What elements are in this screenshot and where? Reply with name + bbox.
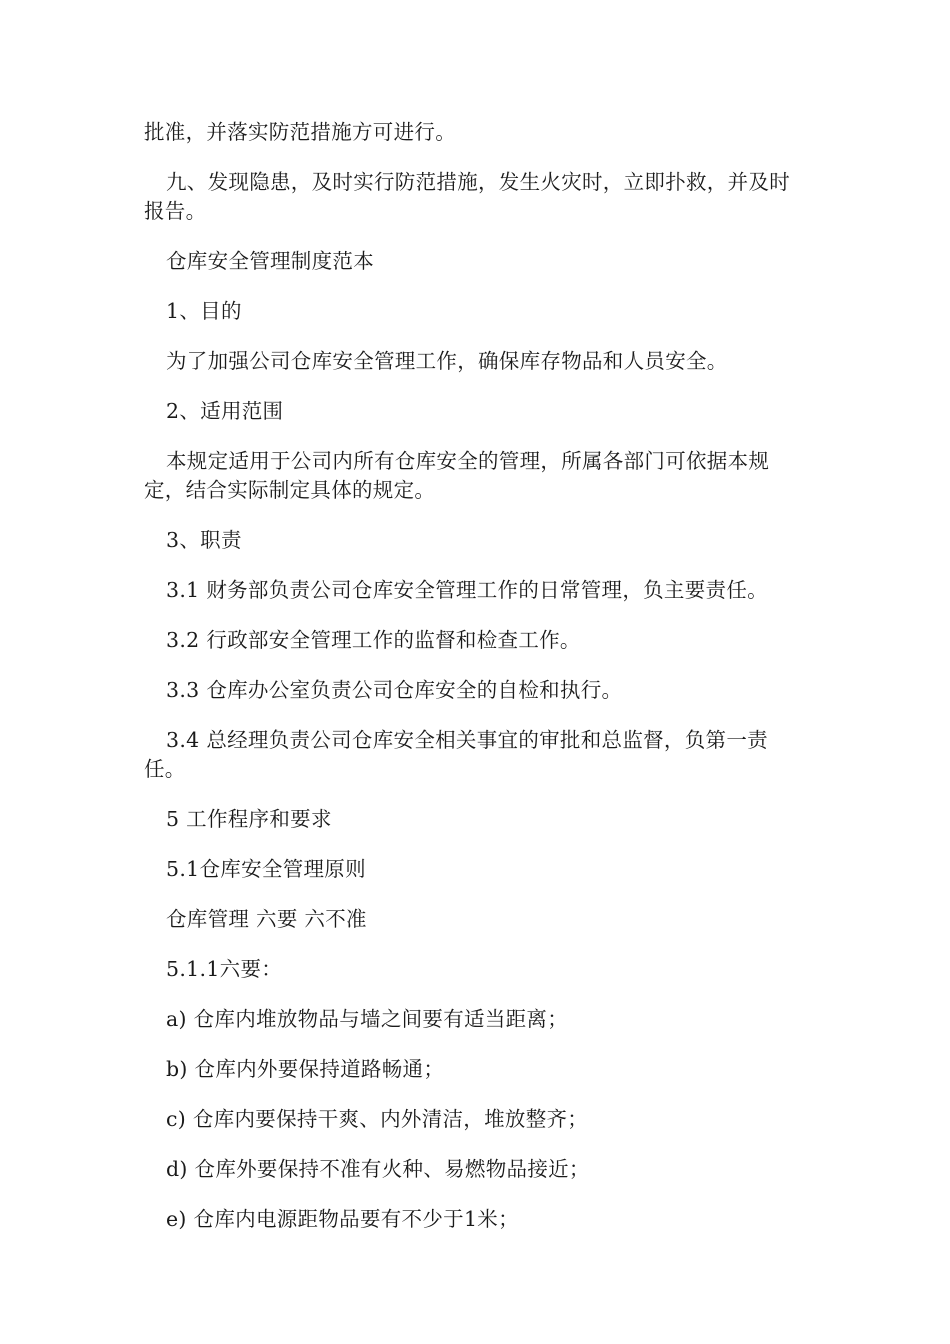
paragraph: 批准，并落实防范措施方可进行。 [144, 120, 456, 144]
paragraph: 本规定适用于公司内所有仓库安全的管理，所属各部门可依据本规定，结合实际制定具体的规定。 [144, 449, 770, 502]
list-item: d) 仓库外要保持不准有火种、易燃物品接近； [166, 1157, 590, 1181]
paragraph: 仓库管理 六要 六不准 [166, 907, 367, 931]
list-item: 3.2 行政部安全管理工作的监督和检查工作。 [166, 628, 581, 652]
section-title: 仓库安全管理制度范本 [166, 249, 374, 273]
list-item: 3.4 总经理负责公司仓库安全相关事宜的审批和总监督，负第一责任。 [144, 728, 768, 781]
paragraph: 为了加强公司仓库安全管理工作，确保库存物品和人员安全。 [166, 349, 728, 373]
document-body [144, 118, 808, 1255]
list-item: b) 仓库内外要保持道路畅通； [166, 1057, 445, 1081]
subheading: 5.1.1六要： [166, 957, 283, 981]
heading-procedure: 5 工作程序和要求 [166, 807, 332, 831]
paragraph: 九、发现隐患，及时实行防范措施，发生火灾时，立即扑救，并及时报告。 [144, 170, 790, 223]
list-item: 3.1 财务部负责公司仓库安全管理工作的日常管理，负主要责任。 [166, 578, 768, 602]
list-item: a) 仓库内堆放物品与墙之间要有适当距离； [166, 1007, 569, 1031]
heading-scope: 2、适用范围 [166, 399, 284, 423]
heading-purpose: 1、目的 [166, 299, 242, 323]
list-item: c) 仓库内要保持干爽、内外清洁，堆放整齐； [166, 1107, 589, 1131]
subheading: 5.1仓库安全管理原则 [166, 857, 366, 881]
list-item: e) 仓库内电源距物品要有不少于1米； [166, 1207, 519, 1231]
heading-duties: 3、职责 [166, 528, 242, 552]
list-item: 3.3 仓库办公室负责公司仓库安全的自检和执行。 [166, 678, 623, 702]
